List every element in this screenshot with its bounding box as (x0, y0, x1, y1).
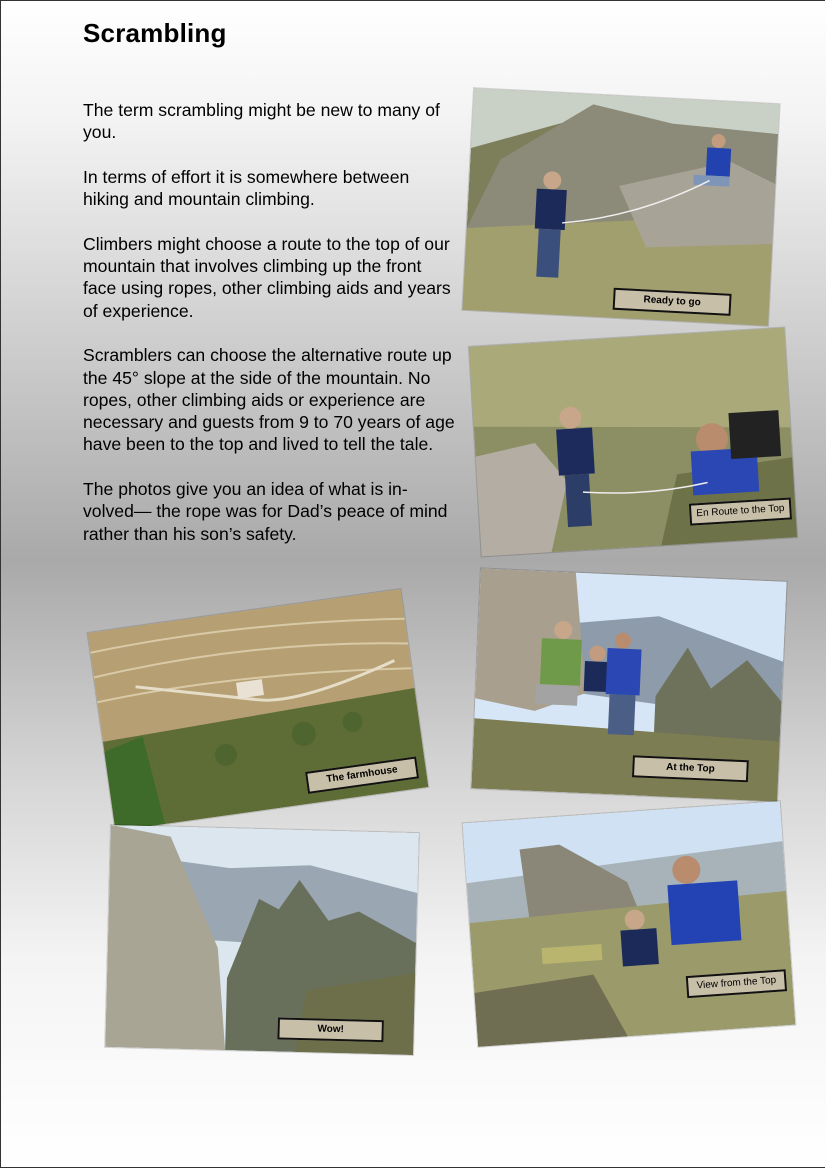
page-title: Scrambling (83, 18, 227, 48)
photo-caption: Wow! (277, 1017, 384, 1042)
photo-caption: En Route to the Top (689, 497, 792, 525)
body-text (83, 99, 455, 567)
paragraph: The photos give you an idea of what is in-volved— the rope was for Dad’s peace of mind rather than his son’s safety. (83, 479, 448, 544)
paragraph: The term scrambling might be new to many of you. (83, 100, 440, 143)
photo-en-route (469, 328, 797, 557)
photo-ready-to-go (462, 88, 779, 326)
photo-view-from-the-top (463, 801, 796, 1047)
paragraph: Climbers might choose a route to the top of our mountain that involves climbing up the front face using ropes, other climbing aids and years of experience. (83, 233, 451, 321)
photo-caption: View from the Top (686, 969, 787, 998)
photo-wow (105, 825, 419, 1055)
paragraph: Scramblers can choose the alternative route up the 45° slope at the side of the mountain. No ropes, other climbing aids or experience are necessary and guests from 9 to 70 years of age have been to the top and lived to tell the tale. (83, 345, 455, 455)
photo-caption: At the Top (632, 755, 749, 782)
paragraph: In terms of effort it is somewhere between hiking and mountain climbing. (83, 166, 410, 210)
photo-caption: The farmhouse (305, 756, 419, 793)
photo-at-the-top (471, 568, 786, 801)
photo-caption: Ready to go (613, 288, 732, 316)
